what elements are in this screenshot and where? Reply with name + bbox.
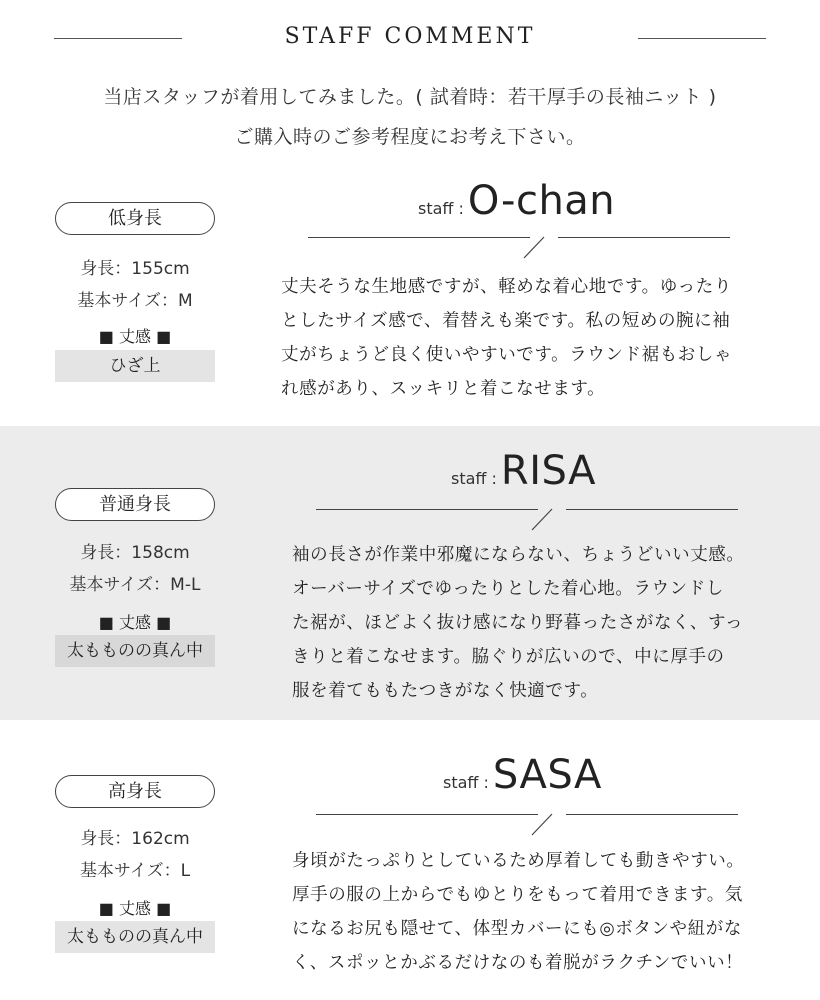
speech-divider-left	[316, 814, 538, 815]
staff-height: 身長：155cm	[80, 259, 190, 279]
comment-line: 身頃がたっぷりとしているため厚着しても動きやすい。	[292, 851, 745, 871]
speech-divider-right	[566, 814, 738, 815]
staff-name-row	[418, 178, 615, 224]
comment-line: オーバーサイズでゆったりとした着心地。ラウンドし	[292, 579, 724, 599]
staff-prefix: staff :	[443, 773, 489, 792]
comment-line: になるお尻も隠せて、体型カバーにも◎ボタンや紐がな	[292, 919, 742, 939]
fit-length-label: ■ 丈感 ■	[98, 899, 172, 918]
staff-comment	[292, 538, 745, 708]
speech-divider-right	[566, 509, 738, 510]
comment-line: 厚手の服の上からでもゆとりをもって着用できます。気	[292, 885, 743, 905]
staff-name-row	[443, 752, 602, 798]
fit-length-label: ■ 丈感 ■	[98, 613, 172, 632]
title-divider-right	[638, 38, 766, 39]
staff-height: 身長：158cm	[80, 543, 190, 563]
height-type-badge: 高身長	[55, 775, 215, 808]
fit-length-value: 太もものの真ん中	[55, 635, 215, 667]
comment-line: としたサイズ感で、着替えも楽です。私の短めの腕に袖	[281, 311, 731, 331]
staff-base-size: 基本サイズ：L	[79, 861, 191, 881]
speech-notch-icon	[528, 508, 558, 532]
staff-prefix: staff :	[451, 469, 497, 488]
height-type-badge: 普通身長	[55, 488, 215, 521]
comment-line: きりと着こなせます。脇ぐりが広いので、中に厚手の	[292, 647, 725, 667]
fit-length-label: ■ 丈感 ■	[98, 327, 172, 346]
height-type-badge: 低身長	[55, 202, 215, 235]
intro-text-line-2: ご購入時のご参考程度にお考え下さい。	[234, 126, 586, 148]
page-title: STAFF COMMENT	[284, 24, 536, 49]
staff-name-row	[451, 448, 596, 494]
comment-line: れ感があり、スッキリと着こなせます。	[281, 379, 606, 399]
staff-base-size: 基本サイズ：M	[77, 291, 193, 311]
staff-base-size: 基本サイズ：M-L	[69, 575, 201, 595]
speech-divider-left	[316, 509, 538, 510]
staff-section-ochan	[0, 170, 820, 426]
comment-line: く、スポッとかぶるだけなのも着脱がラクチンでいい！	[292, 953, 744, 973]
fit-length-value: 太もものの真ん中	[55, 921, 215, 953]
staff-name: SASA	[492, 752, 602, 798]
speech-notch-icon	[520, 236, 550, 260]
fit-length-value: ひざ上	[55, 350, 215, 382]
speech-notch-icon	[528, 813, 558, 837]
comment-line: 袖の長さが作業中邪魔にならない、ちょうどいい丈感。	[292, 545, 745, 565]
speech-divider-left	[308, 237, 530, 238]
staff-name: O-chan	[467, 178, 616, 224]
comment-line: 服を着てももたつきがなく快適です。	[292, 681, 599, 701]
comment-line: 丈夫そうな生地感ですが、軽めな着心地です。ゆったり	[281, 277, 732, 297]
staff-height: 身長：162cm	[80, 829, 190, 849]
staff-comment-header	[0, 0, 820, 170]
intro-text-line-1: 当店スタッフが着用してみました。( 試着時：若干厚手の長袖ニット )	[103, 86, 717, 108]
comment-line: 丈がちょうど良く使いやすいです。ラウンド裾もおしゃ	[281, 345, 733, 365]
speech-divider-right	[558, 237, 730, 238]
staff-comment	[281, 270, 732, 406]
staff-section-risa	[0, 426, 820, 720]
comment-line: た裾が、ほどよく抜け感になり野暮ったさがなく、すっ	[292, 613, 744, 633]
staff-comment	[292, 844, 745, 980]
staff-name: RISA	[500, 448, 597, 494]
staff-prefix: staff :	[418, 199, 464, 218]
staff-section-sasa	[0, 720, 820, 1000]
